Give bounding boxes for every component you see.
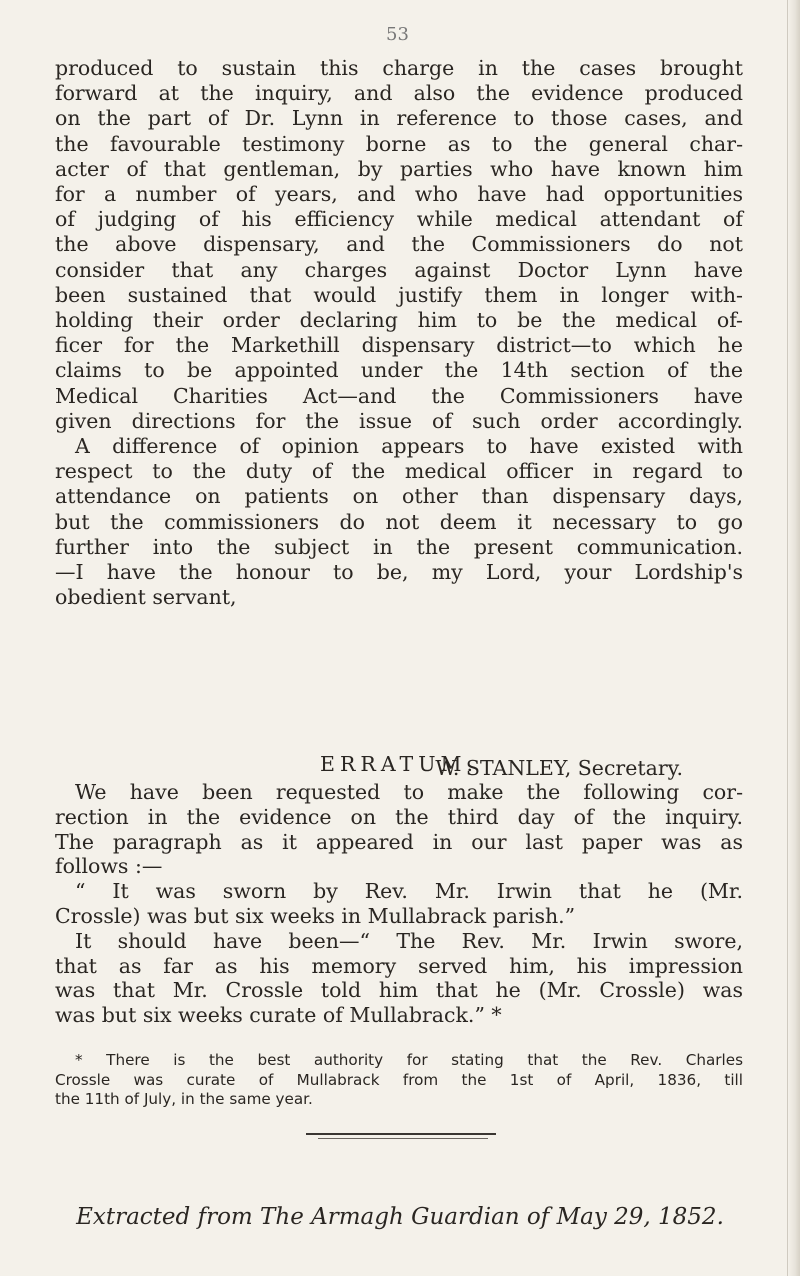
footnote xyxy=(55,1051,743,1110)
page-number: 53 xyxy=(386,24,409,45)
letter-line: produced to sustain this charge in the cases brought xyxy=(55,56,743,80)
footnote-line: Crossle was curate of Mullabrack from the 1st of April, 1836, till xyxy=(55,1070,743,1089)
letter-line: been sustained that would justify them in longer with- xyxy=(55,282,743,307)
erratum-line: rection in the evidence on the third day of the inquiry. xyxy=(55,804,743,829)
footnote-line: the 11th of July, in the same year. xyxy=(55,1090,313,1108)
letter-line: A difference of opinion appears to have existed with xyxy=(75,434,743,459)
footnote-line: * There is the best authority for stating that the Rev. Charles xyxy=(75,1051,743,1069)
erratum-line: that as far as his memory served him, his impression xyxy=(55,953,743,978)
letter-line: respect to the duty of the medical officer in regard to xyxy=(55,459,743,484)
erratum-body xyxy=(55,780,743,1028)
letter-line: given directions for the issue of such order accordingly. xyxy=(55,408,743,433)
erratum-line: It should have been—“ The Rev. Mr. Irwin swore, xyxy=(75,928,743,953)
letter-line: further into the subject in the present communication. xyxy=(55,534,743,559)
page-edge xyxy=(787,0,800,1276)
letter-line: forward at the inquiry, and also the evidence produced xyxy=(55,81,743,106)
erratum-line: was that Mr. Crossle told him that he (Mr. Crossle) was xyxy=(55,978,743,1003)
erratum-line: was but six weeks curate of Mullabrack.” * xyxy=(55,1003,502,1028)
erratum-heading: ERRATUM. xyxy=(320,752,478,776)
letter-line: of judging of his efficiency while medical attendant of xyxy=(55,207,743,232)
erratum-line: “ It was sworn by Rev. Mr. Irwin that he (Mr. xyxy=(75,879,743,904)
divider-rule xyxy=(306,1133,496,1135)
erratum-line: follows :— xyxy=(55,854,163,879)
signature: W. STANLEY, Secretary. xyxy=(435,756,683,780)
letter-line: for a number of years, and who have had opportunities xyxy=(55,182,743,207)
divider-rule-thin xyxy=(318,1138,488,1139)
letter-line: consider that any charges against Doctor Lynn have xyxy=(55,257,743,282)
letter-line: acter of that gentleman, by parties who have known him xyxy=(55,156,743,181)
letter-line: but the commissioners do not deem it necessary to go xyxy=(55,509,743,534)
letter-line: Medical Charities Act—and the Commissioners have xyxy=(55,383,743,408)
letter-line: the above dispensary, and the Commissioners do not xyxy=(55,232,743,257)
erratum-line: The paragraph as it appeared in our last paper was as xyxy=(55,829,743,854)
erratum-line: Crossle) was but six weeks in Mullabrack parish.” xyxy=(55,903,576,928)
erratum-line: We have been requested to make the following cor- xyxy=(75,780,743,804)
letter-line: obedient servant, xyxy=(55,585,237,610)
letter-line: ficer for the Markethill dispensary district—to which he xyxy=(55,333,743,358)
letter-line: —I have the honour to be, my Lord, your Lordship's xyxy=(55,560,743,585)
letter-line: holding their order declaring him to be the medical of- xyxy=(55,308,743,333)
source-note: Extracted from The Armagh Guardian of May 29, 1852. xyxy=(76,1204,724,1230)
letter-line: the favourable testimony borne as to the general char- xyxy=(55,131,743,156)
letter-line: attendance on patients on other than dispensary days, xyxy=(55,484,743,509)
letter-line: on the part of Dr. Lynn in reference to those cases, and xyxy=(55,106,743,131)
letter-line: claims to be appointed under the 14th section of the xyxy=(55,358,743,383)
